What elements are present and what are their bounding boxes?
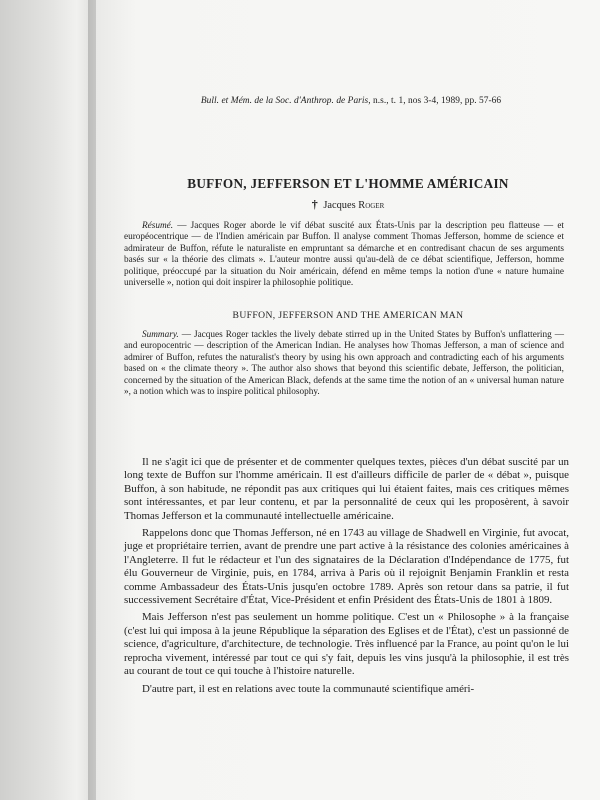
left-page-edge (0, 0, 96, 800)
english-summary-lead: Summary. (142, 330, 179, 340)
french-abstract-text: — Jacques Roger aborde le vif débat suscité aux États-Unis par la description peu flatteuse — et européocentrique — de l'Indien américain par Buffon. Il analyse comment Thomas Jefferson, homme de science et admirateur de Buffon, réfute le naturaliste en empruntant sa démarche et en contredisant chacun de ses arguments basés sur « la théorie des climats ». L'auteur montre aussi qu'au-delà de ce débat scientifique, Jefferson, homme politique, préoccupé par la situation du Noir américain, défend en même temps la notion d'une « nature humaine universelle », notion qui doit inspirer la philosophie politique. (124, 221, 564, 289)
body-paragraph: Mais Jefferson n'est pas seulement un homme politique. C'est un « Philosophe » à la française (c'est lui qui imposa à la jeune République la séparation des Eglises et de l'État), c'est un passionné de science, d'agriculture, d'architecture, de technologie. Très influencé par la France, au point qu'on le lui reprocha vivement, intéressé par tout ce qui s'y fait, depuis les vins jusqu'à la philosophie, il est très au courant de tout ce qui touche à l'histoire naturelle. (124, 611, 569, 678)
body-paragraph: Rappelons donc que Thomas Jefferson, né en 1743 au village de Shadwell en Virginie, fut avocat, juge et propriétaire terrien, avant de prendre une part active à la résistance des colonies américaines à l'Angleterre. Il fut le rédacteur et l'un des signataires de la Déclaration d'Indépendance de 1775, fut élu Gouverneur de Virginie, puis, en 1784, arriva à Paris où il rejoignit Benjamin Franklin et resta comme Ambassadeur des États-Unis jusqu'en octobre 1789. Après son retour dans sa patrie, il fut successivement Secrétaire d'État, Vice-Président et enfin Président des États-Unis de 1801 à 1809. (124, 527, 569, 607)
article-author (96, 197, 600, 212)
journal-citation (116, 96, 586, 106)
author-last-name: Roger (358, 200, 385, 211)
english-title: BUFFON, JEFFERSON AND THE AMERICAN MAN (232, 310, 464, 321)
french-abstract (124, 221, 564, 289)
author-first-name: Jacques (323, 200, 356, 211)
citation-journal: Bull. et Mém. de la Soc. d'Anthrop. de Paris, (200, 96, 371, 106)
french-abstract-lead: Résumé. (142, 221, 174, 231)
english-summary (124, 330, 564, 398)
body-paragraph: Il ne s'agit ici que de présenter et de commenter quelques textes, pièces d'un débat suscité par un long texte de Buffon sur l'homme américain. Il est d'ailleurs difficile de parler de « débat », puisque Buffon, à son habitude, ne répondit pas aux critiques qui lui étaient faites, mais ces critiques mêmes sont intéressantes, et par leur contenu, et par la personnalité de ceux qui les proposèrent, à savoir Thomas Jefferson et la communauté intellectuelle américaine. (124, 456, 569, 522)
body-paragraph: D'autre part, il est en relations avec toute la communauté scientifique améri- (142, 682, 475, 695)
dagger-mark: † (311, 197, 318, 211)
citation-details: n.s., t. 1, nos 3-4, 1989, pp. 57-66 (370, 96, 502, 106)
article-body (124, 456, 569, 700)
article-title: BUFFON, JEFFERSON ET L'HOMME AMÉRICAIN (187, 176, 509, 191)
english-summary-text: — Jacques Roger tackles the lively debate stirred up in the United States by Buffon's unflattering — and europocentric — description of the American Indian. He analyses how Thomas Jefferson, a man of science and admirer of Buffon, refutes the naturalist's theory by using his own approach and contradicting each of his arguments based on « the climate theory ». The author also shows that beyond this scientific debate, Jefferson, the politician, concerned by the situation of the American Black, defends at the same time the notion of an « universal human nature », a notion which was to inspire political philosophy. (124, 330, 564, 398)
journal-page (96, 0, 600, 800)
